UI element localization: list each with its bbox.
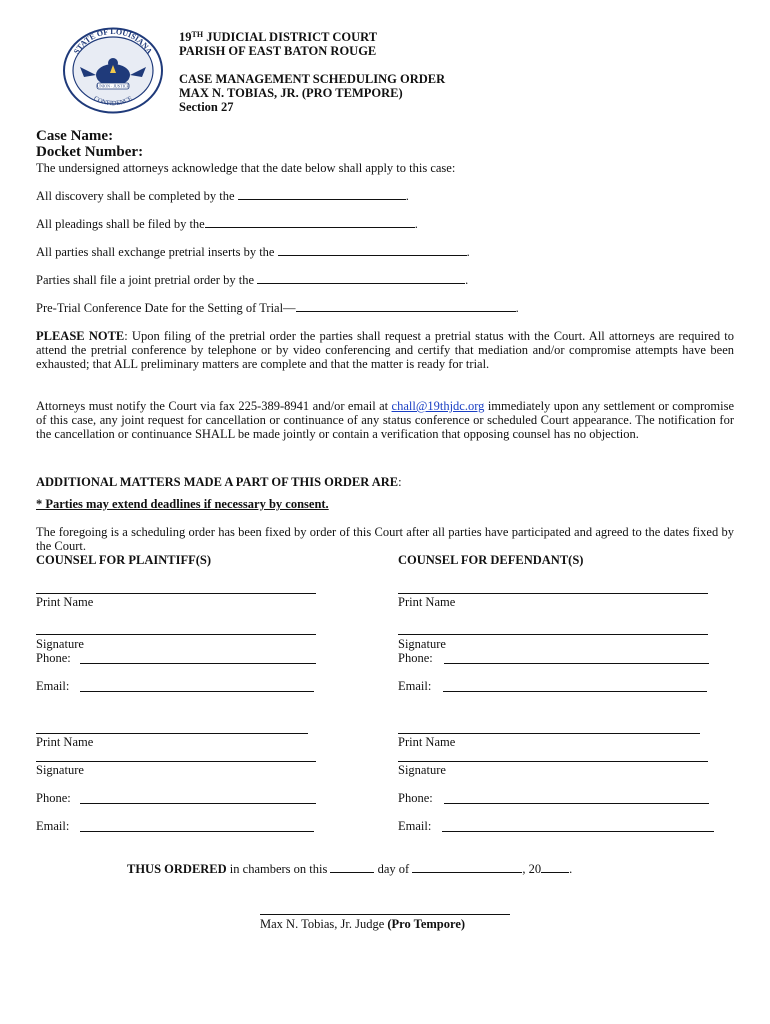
- defendant1-signature-label: Signature: [398, 637, 446, 651]
- court-email-link[interactable]: chall@19thjdc.org: [391, 399, 485, 413]
- extend-deadlines-note: * Parties may extend deadlines if necessary by consent.: [36, 497, 329, 511]
- plaintiff1-signature-label: Signature: [36, 637, 84, 651]
- pelican-seal-icon: [62, 27, 164, 114]
- plaintiff2-email-line[interactable]: [80, 831, 314, 832]
- discovery-date-blank[interactable]: [238, 188, 406, 200]
- judge-signature-line[interactable]: [260, 914, 510, 915]
- plaintiff1-email-label: Email:: [36, 679, 70, 693]
- plaintiff2-email-label: Email:: [36, 819, 70, 833]
- defendant1-signature-line[interactable]: [398, 634, 708, 635]
- court-name: 19TH JUDICIAL DISTRICT COURT: [179, 30, 378, 44]
- ordered-day-blank[interactable]: [330, 861, 374, 873]
- plaintiff2-print-name-label: Print Name: [36, 735, 94, 749]
- pleadings-date-blank[interactable]: [205, 216, 415, 228]
- defendant2-print-name-label: Print Name: [398, 735, 456, 749]
- counsel-plaintiff-heading: COUNSEL FOR PLAINTIFF(S): [36, 553, 212, 567]
- please-note-paragraph: PLEASE NOTE: Upon filing of the pretrial order the parties shall request a pretrial status with the Court. All attorneys are required to attend the pretrial conference by telephone or by video conferencing and certify that mediation and/or compromise attempts have been exhausted; that ALL preliminary matters are complete and that the matter is ready for trial.: [36, 329, 734, 372]
- additional-matters-heading: ADDITIONAL MATTERS MADE A PART OF THIS ORDER ARE:: [36, 475, 402, 489]
- ordered-month-blank[interactable]: [412, 861, 522, 873]
- thus-ordered-line: THUS ORDERED in chambers on this day of , 20 .: [127, 862, 573, 876]
- pretrial-conference-date-blank[interactable]: [296, 300, 516, 312]
- defendant1-email-line[interactable]: [443, 691, 707, 692]
- plaintiff1-name-line[interactable]: [36, 593, 316, 594]
- order-title: CASE MANAGEMENT SCHEDULING ORDER: [179, 72, 446, 86]
- defendant1-phone-line[interactable]: [444, 663, 709, 664]
- judge-signature-name: Max N. Tobias, Jr. Judge (Pro Tempore): [260, 917, 466, 931]
- svg-text:UNION · JUSTICE: UNION · JUSTICE: [97, 83, 129, 89]
- svg-text:STATE OF LOUISIANA: STATE OF LOUISIANA: [71, 27, 155, 56]
- defendant2-name-line[interactable]: [398, 733, 700, 734]
- ordered-year-blank[interactable]: [541, 861, 569, 873]
- deadline-pleadings: All pleadings shall be filed by the .: [36, 217, 418, 231]
- joint-pretrial-date-blank[interactable]: [257, 272, 465, 284]
- defendant1-phone-label: Phone:: [398, 651, 433, 665]
- defendant2-email-line[interactable]: [442, 831, 714, 832]
- judge-header: MAX N. TOBIAS, JR. (PRO TEMPORE): [179, 86, 403, 100]
- counsel-defendant-heading: COUNSEL FOR DEFENDANT(S): [398, 553, 584, 567]
- plaintiff2-signature-label: Signature: [36, 763, 84, 777]
- deadline-pretrial-inserts: All parties shall exchange pretrial inserts by the .: [36, 245, 470, 259]
- docket-number-label: Docket Number:: [36, 144, 144, 160]
- defendant1-email-label: Email:: [398, 679, 432, 693]
- acknowledge-text: The undersigned attorneys acknowledge that the date below shall apply to this case:: [36, 161, 456, 175]
- deadline-discovery: All discovery shall be completed by the .: [36, 189, 409, 203]
- plaintiff2-name-line[interactable]: [36, 733, 308, 734]
- parish-name: PARISH OF EAST BATON ROUGE: [179, 44, 377, 58]
- plaintiff1-email-line[interactable]: [80, 691, 314, 692]
- state-seal: [62, 27, 164, 114]
- defendant2-phone-label: Phone:: [398, 791, 433, 805]
- pretrial-inserts-date-blank[interactable]: [278, 244, 467, 256]
- defendant2-email-label: Email:: [398, 819, 432, 833]
- defendant2-signature-line[interactable]: [398, 761, 708, 762]
- plaintiff1-signature-line[interactable]: [36, 634, 316, 635]
- defendant2-signature-label: Signature: [398, 763, 446, 777]
- defendant2-phone-line[interactable]: [444, 803, 709, 804]
- notify-paragraph: Attorneys must notify the Court via fax 225-389-8941 and/or email at chall@19thjdc.org immediately upon any settlement or compromise of this case, any joint request for cancellation or continuance of any status conference or scheduled Court appearance. The notification for the cancellation or continuance SHALL be made jointly or contain a verification that opposing counsel has no objection.: [36, 399, 734, 442]
- plaintiff1-phone-label: Phone:: [36, 651, 71, 665]
- plaintiff2-phone-line[interactable]: [80, 803, 316, 804]
- plaintiff2-signature-line[interactable]: [36, 761, 316, 762]
- defendant1-print-name-label: Print Name: [398, 595, 456, 609]
- case-name-label: Case Name:: [36, 128, 114, 144]
- plaintiff1-phone-line[interactable]: [80, 663, 316, 664]
- svg-text:CONFIDENCE: CONFIDENCE: [92, 95, 134, 108]
- foregoing-paragraph: The foregoing is a scheduling order has been fixed by order of this Court after all parties have participated and agreed to the dates fixed by the Court.: [36, 525, 734, 554]
- plaintiff2-phone-label: Phone:: [36, 791, 71, 805]
- defendant1-name-line[interactable]: [398, 593, 708, 594]
- plaintiff1-print-name-label: Print Name: [36, 595, 94, 609]
- section-number: Section 27: [179, 100, 234, 114]
- deadline-joint-pretrial: Parties shall file a joint pretrial order by the .: [36, 273, 469, 287]
- deadline-pretrial-conference: Pre-Trial Conference Date for the Setting of Trial— .: [36, 301, 519, 315]
